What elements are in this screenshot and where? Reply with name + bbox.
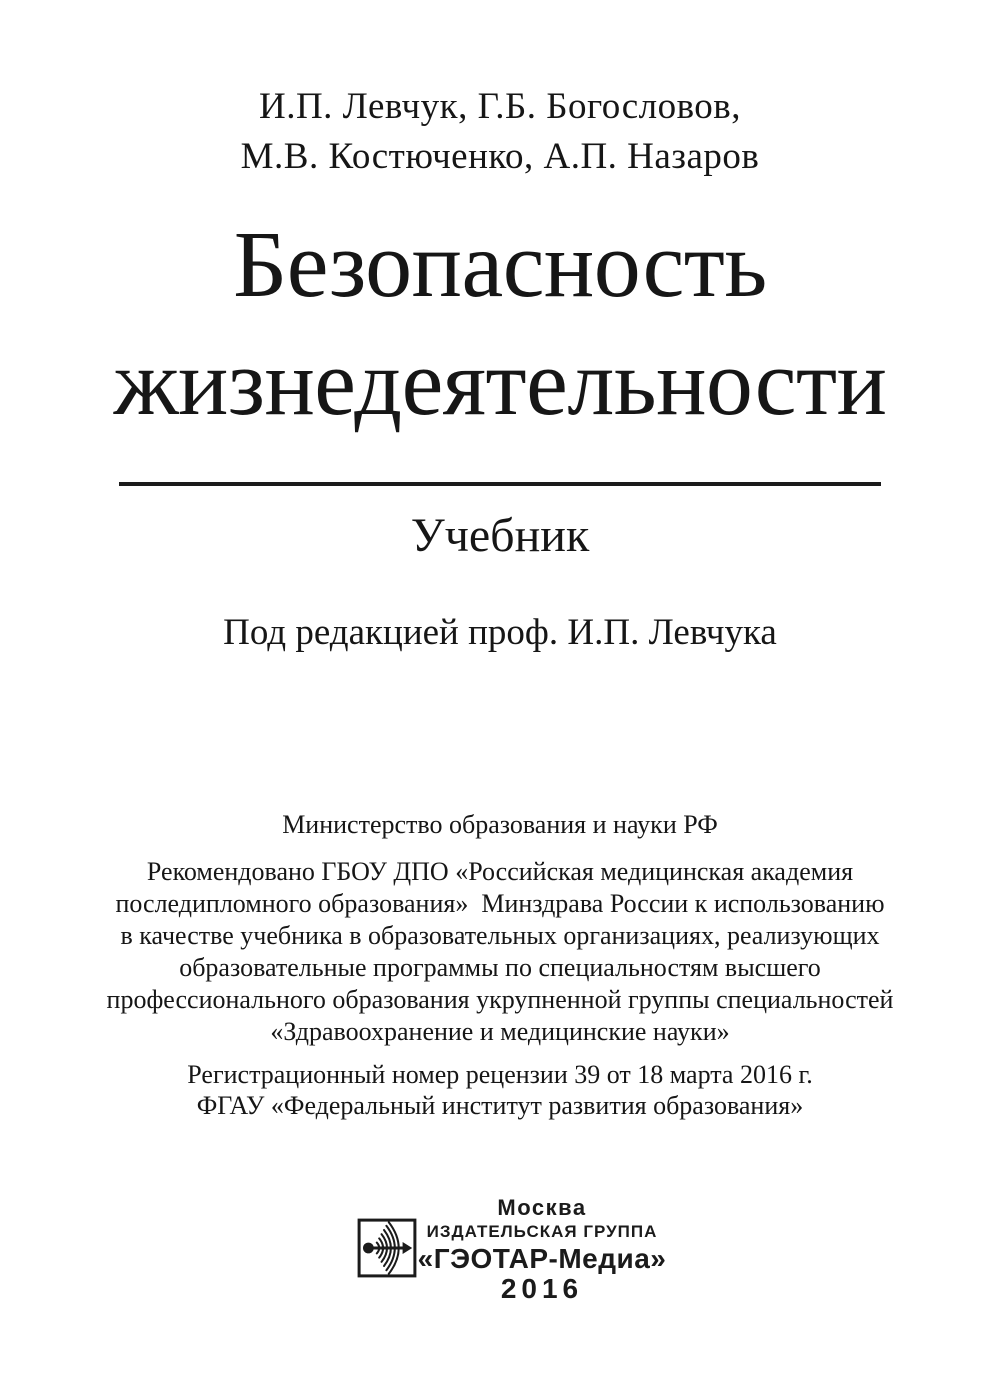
recommendation-line: в качестве учебника в образовательных организациях, реализующих: [120, 921, 880, 950]
recommendation-line: профессионального образования укрупненной группы специальностей: [106, 985, 894, 1014]
book-title-line-1: Безопасность: [233, 213, 767, 317]
subtitle: Учебник: [410, 509, 590, 562]
publisher-year: 2016: [500, 1273, 584, 1304]
divider-rule: [119, 482, 881, 486]
publisher-group: ИЗДАТЕЛЬСКАЯ ГРУППА: [426, 1222, 658, 1241]
recommendation-line: «Здравоохранение и медицинские науки»: [270, 1017, 730, 1046]
authors-line-2: М.В. Костюченко, А.П. Назаров: [240, 136, 760, 177]
authors-line-1: И.П. Левчук, Г.Б. Богословов,: [258, 86, 742, 127]
registration-line: ФГАУ «Федеральный институт развития образования»: [196, 1091, 804, 1120]
publisher-city: Москва: [497, 1195, 587, 1220]
publisher-block: [0, 1196, 1000, 1316]
registration-paragraph: [0, 1059, 1000, 1121]
book-title-line-2: жизнедеятельности: [113, 331, 887, 435]
recommendation-line: образовательные программы по специальностям высшего: [179, 953, 821, 982]
recommendation-paragraph: [0, 856, 1000, 1048]
recommendation-line: Рекомендовано ГБОУ ДПО «Российская медицинская академия: [146, 857, 854, 886]
geotar-media-logo-icon: [357, 1218, 417, 1278]
authors: [0, 82, 1000, 182]
ministry-line: Министерство образования и науки РФ: [282, 810, 718, 839]
publisher-name: «ГЭОТАР-Медиа»: [417, 1243, 667, 1274]
registration-line: Регистрационный номер рецензии 39 от 18 марта 2016 г.: [187, 1060, 813, 1089]
recommendation-line: последипломного образования» Минздрава России к использованию: [115, 889, 885, 918]
book-title: [0, 206, 1000, 442]
editor-line: Под редакцией проф. И.П. Левчука: [223, 612, 777, 653]
publisher-text: [412, 1196, 672, 1303]
